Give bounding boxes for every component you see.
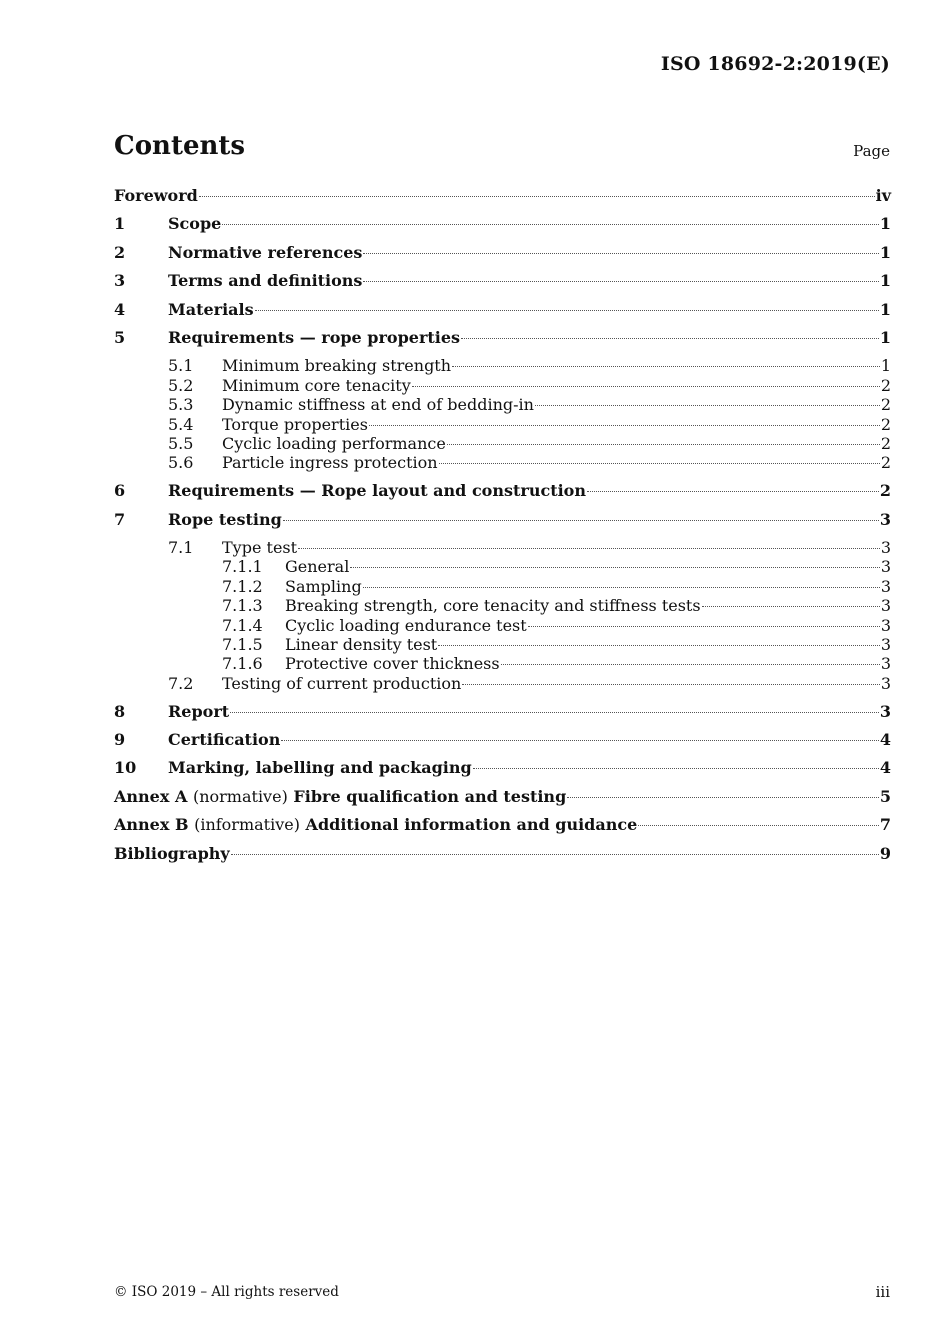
- toc-entry-number: 8: [114, 701, 126, 721]
- toc-entry-number: 5.1: [168, 356, 194, 376]
- toc-entry[interactable]: [114, 356, 891, 375]
- toc-entry[interactable]: [114, 844, 891, 872]
- toc-entry-page: 9: [879, 843, 891, 863]
- toc-entry-title: Scope: [168, 214, 222, 234]
- toc-entry-number: 7.1.2: [222, 576, 263, 596]
- toc-entry-page: 2: [880, 395, 891, 415]
- toc-entry[interactable]: [114, 577, 891, 596]
- toc-entry-page: 3: [880, 576, 891, 596]
- dot-leader: [461, 338, 879, 339]
- toc-entry-number: 4: [114, 299, 126, 319]
- toc-entry-title: Cyclic loading performance: [222, 433, 446, 453]
- toc-entry-page: 1: [879, 242, 891, 262]
- toc-entry[interactable]: [114, 214, 891, 242]
- dot-leader: [231, 854, 879, 855]
- dot-leader: [501, 664, 880, 665]
- annex-heading: [114, 787, 566, 806]
- copyright-notice: © ISO 2019 – All rights reserved: [114, 1284, 339, 1300]
- dot-leader: [199, 196, 875, 197]
- toc-entry[interactable]: [114, 510, 891, 538]
- dot-leader: [567, 797, 879, 798]
- toc-entry-title: General: [285, 557, 350, 577]
- toc-entry[interactable]: [114, 654, 891, 673]
- annex-label: Annex B: [114, 815, 189, 835]
- toc-entry[interactable]: [114, 481, 891, 509]
- annex-title: Fibre qualification and testing: [293, 786, 567, 806]
- dot-leader: [255, 310, 879, 311]
- dot-leader: [298, 548, 880, 549]
- toc-entry[interactable]: [114, 674, 891, 693]
- toc-entry-number: 5.3: [168, 395, 194, 415]
- dot-leader: [452, 366, 880, 367]
- annex-heading: [114, 815, 637, 834]
- toc-entry[interactable]: [114, 328, 891, 356]
- toc-entry-number: 5.5: [168, 433, 194, 453]
- dot-leader: [528, 626, 880, 627]
- toc-entry[interactable]: [114, 453, 891, 472]
- dot-leader: [587, 491, 879, 492]
- toc-entry-title: Breaking strength, core tenacity and stiffness tests: [285, 596, 701, 616]
- toc-entry-page: 3: [880, 673, 891, 693]
- toc-entry-number: 6: [114, 481, 126, 501]
- toc-entry-page: iv: [875, 186, 891, 205]
- toc-entry-title: Sampling: [285, 576, 362, 596]
- dot-leader: [535, 405, 880, 406]
- dot-leader: [222, 224, 879, 225]
- toc-entry[interactable]: [114, 758, 891, 786]
- toc-entry[interactable]: [114, 271, 891, 299]
- toc-entry[interactable]: [114, 616, 891, 635]
- toc-entry-number: 7.1.3: [222, 596, 263, 616]
- toc-entry-title: Marking, labelling and packaging: [168, 758, 472, 778]
- toc-entry-title: Particle ingress protection: [222, 453, 438, 473]
- toc-entry-title: Dynamic stiffness at end of bedding-in: [222, 395, 534, 415]
- toc-entry-page: 3: [880, 537, 891, 557]
- toc-entry-page: 7: [879, 815, 891, 835]
- toc-entry-number: 5.6: [168, 453, 194, 473]
- table-of-contents: [114, 186, 891, 872]
- toc-entry-title: Testing of current production: [222, 673, 462, 693]
- toc-entry[interactable]: [114, 702, 891, 730]
- dot-leader: [363, 587, 880, 588]
- toc-entry-title: Bibliography: [114, 843, 230, 863]
- toc-entry-page: 3: [880, 596, 891, 616]
- document-id: ISO 18692-2:2019(E): [660, 53, 890, 75]
- toc-entry-number: 7.1.4: [222, 615, 263, 635]
- toc-entry-number: 7.2: [168, 673, 194, 693]
- toc-entry[interactable]: [114, 376, 891, 395]
- annex-kind: (informative): [194, 815, 300, 835]
- toc-entry-number: 3: [114, 271, 126, 291]
- toc-entry-page: 3: [880, 634, 891, 654]
- toc-entry-page: 3: [880, 557, 891, 577]
- toc-entry-page: 3: [880, 615, 891, 635]
- toc-entry-title: Requirements — Rope layout and construction: [168, 481, 586, 501]
- toc-entry-page: 3: [879, 509, 891, 529]
- toc-entry-page: 2: [880, 453, 891, 473]
- toc-entry-title: Protective cover thickness: [285, 654, 500, 674]
- dot-leader: [473, 768, 879, 769]
- dot-leader: [363, 281, 878, 282]
- toc-entry-number: 7.1.5: [222, 634, 263, 654]
- toc-entry-page: 1: [879, 271, 891, 291]
- toc-entry-title: Minimum core tenacity: [222, 375, 411, 395]
- annex-title: Additional information and guidance: [305, 815, 638, 835]
- toc-entry-title: Certification: [168, 729, 281, 749]
- toc-entry-title: Terms and definitions: [168, 271, 363, 291]
- dot-leader: [230, 712, 879, 713]
- toc-entry-page: 3: [879, 701, 891, 721]
- toc-entry-page: 5: [879, 786, 891, 806]
- toc-entry-number: 5.4: [168, 414, 194, 434]
- toc-entry-page: 1: [880, 356, 891, 376]
- toc-entry-page: 3: [880, 654, 891, 674]
- toc-entry[interactable]: [114, 730, 891, 758]
- toc-entry-number: 1: [114, 214, 126, 234]
- toc-entry-title: Report: [168, 701, 230, 721]
- toc-entry-number: 7.1.6: [222, 654, 263, 674]
- toc-entry-title: Cyclic loading endurance test: [285, 615, 527, 635]
- toc-entry-page: 2: [880, 433, 891, 453]
- toc-entry-number: 5: [114, 327, 126, 347]
- toc-entry-page: 1: [879, 299, 891, 319]
- toc-entry-title: Minimum breaking strength: [222, 356, 452, 376]
- toc-entry[interactable]: [114, 186, 891, 214]
- toc-entry[interactable]: [114, 415, 891, 434]
- dot-leader: [439, 463, 880, 464]
- dot-leader: [350, 567, 879, 568]
- toc-entry-page: 4: [879, 729, 891, 749]
- toc-entry-page: 4: [879, 758, 891, 778]
- dot-leader: [638, 825, 879, 826]
- toc-entry[interactable]: [114, 243, 891, 271]
- page-column-label: Page: [853, 142, 890, 160]
- annex-kind: (normative): [192, 786, 288, 806]
- toc-entry[interactable]: [114, 815, 891, 843]
- dot-leader: [447, 444, 880, 445]
- dot-leader: [281, 740, 879, 741]
- toc-entry-number: 7.1: [168, 537, 194, 557]
- toc-entry-title: Requirements — rope properties: [168, 327, 461, 347]
- dot-leader: [283, 520, 879, 521]
- page-number: iii: [875, 1283, 890, 1301]
- toc-entry[interactable]: [114, 596, 891, 615]
- dot-leader: [702, 606, 880, 607]
- toc-entry-title: Rope testing: [168, 509, 282, 529]
- toc-entry-title: Torque properties: [222, 414, 368, 434]
- annex-label: Annex A: [114, 786, 188, 806]
- dot-leader: [363, 253, 878, 254]
- toc-entry[interactable]: [114, 787, 891, 815]
- toc-entry[interactable]: [114, 538, 891, 557]
- toc-entry-title: Materials: [168, 299, 254, 319]
- dot-leader: [438, 645, 880, 646]
- toc-entry-page: 2: [879, 481, 891, 501]
- toc-entry[interactable]: [114, 635, 891, 654]
- contents-heading: Contents: [114, 131, 246, 161]
- toc-entry-number: 2: [114, 242, 126, 262]
- toc-entry-page: 1: [879, 214, 891, 234]
- toc-entry[interactable]: [114, 395, 891, 414]
- toc-entry[interactable]: [114, 434, 891, 453]
- toc-entry-number: 9: [114, 729, 126, 749]
- toc-entry-title: Linear density test: [285, 634, 438, 654]
- toc-entry-number: 7: [114, 509, 126, 529]
- dot-leader: [412, 386, 880, 387]
- dot-leader: [462, 684, 880, 685]
- toc-entry-page: 2: [880, 414, 891, 434]
- toc-entry-number: 7.1.1: [222, 557, 263, 577]
- toc-entry[interactable]: [114, 557, 891, 576]
- toc-entry-page: 2: [880, 375, 891, 395]
- toc-entry-number: 10: [114, 758, 137, 778]
- toc-entry-title: Type test: [222, 537, 298, 557]
- toc-entry-title: Foreword: [114, 186, 198, 205]
- toc-entry-number: 5.2: [168, 375, 194, 395]
- toc-entry-title: Normative references: [168, 242, 363, 262]
- toc-entry[interactable]: [114, 300, 891, 328]
- dot-leader: [369, 425, 880, 426]
- toc-entry-page: 1: [879, 327, 891, 347]
